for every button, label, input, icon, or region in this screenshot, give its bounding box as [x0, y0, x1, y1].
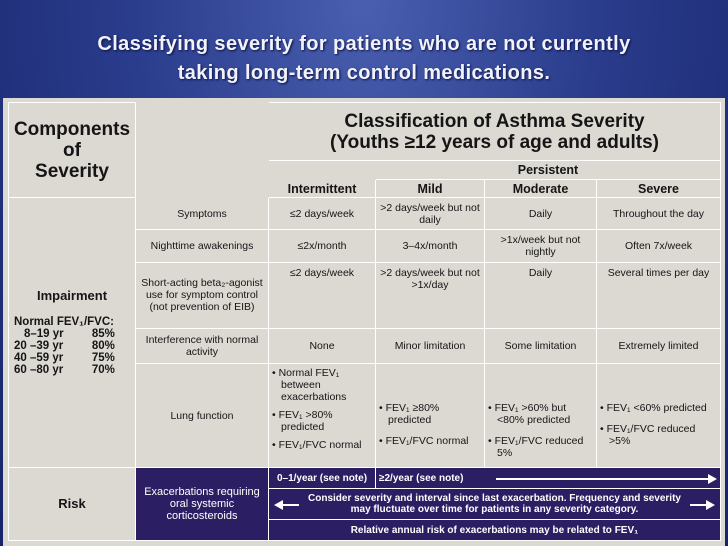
- severity-table-panel: [3, 98, 725, 546]
- fev-age: 40 –59 yr: [14, 351, 64, 364]
- lung-intermittent: [269, 364, 376, 468]
- cell-value: ≤2x/month: [269, 229, 376, 262]
- intermittent-spacer: [269, 161, 376, 180]
- header-severe: Severe: [597, 179, 721, 198]
- lung-item: • FEV₁/FVC reduced >5%: [600, 423, 696, 448]
- cell-value: >1x/week but not nightly: [485, 229, 597, 262]
- lung-item: • FEV₁/FVC normal: [272, 439, 362, 452]
- consider-note: Consider severity and interval since last exacerbation. Frequency and severity may fluctuate over time for patients in any severity category.: [308, 493, 681, 516]
- row-label-interference: Interference with normal activity: [136, 329, 269, 364]
- cell-value: ≤2 days/week: [269, 198, 376, 229]
- impairment-cell: [9, 198, 136, 468]
- header-intermittent: Intermittent: [269, 179, 376, 198]
- right-arrow-icon: [496, 478, 710, 480]
- exacerbations-label: Exacerbations requiring oral systemic corticosteroids: [136, 468, 269, 541]
- fev-age: 20 –39 yr: [14, 339, 64, 352]
- header-mild: Mild: [376, 179, 485, 198]
- lung-item: • FEV₁/FVC reduced 5%: [488, 435, 584, 460]
- components-header: [9, 103, 136, 198]
- normal-fev-title: Normal FEV₁/FVC:: [14, 315, 114, 328]
- fev-age: 60 –80 yr: [14, 363, 64, 376]
- risk-label: Risk: [9, 468, 136, 541]
- classification-title-line-1: Classification of Asthma Severity: [344, 110, 645, 132]
- fev-age: 8–19 yr: [24, 327, 64, 340]
- slide-title-line-2: taking long-term control medications.: [177, 62, 551, 84]
- lung-item: • Normal FEV₁ between exacerbations: [272, 367, 347, 404]
- lung-moderate: [485, 364, 597, 468]
- lung-item: • FEV₁ >60% but <80% predicted: [488, 402, 571, 427]
- lung-severe: [597, 364, 721, 468]
- slide-title: [0, 30, 728, 88]
- row-label-nighttime: Nighttime awakenings: [136, 229, 269, 262]
- cell-value: Some limitation: [485, 329, 597, 364]
- fev-pct: 80%: [91, 339, 115, 352]
- fev-pct: 85%: [91, 327, 115, 340]
- cell-value: Extremely limited: [597, 329, 721, 364]
- relative-risk-note: Relative annual risk of exacerbations may be related to FEV₁: [269, 520, 721, 541]
- lung-mild: [376, 364, 485, 468]
- asthma-severity-table: [8, 102, 721, 541]
- consider-note-cell: [269, 489, 721, 520]
- normal-fev-block: [9, 316, 135, 376]
- persistent-header: Persistent: [376, 161, 721, 180]
- fev-pct: 70%: [91, 363, 115, 376]
- cell-value: 3–4x/month: [376, 229, 485, 262]
- row-label-lung-function: Lung function: [136, 364, 269, 468]
- row-label-saba-use: Short-acting beta₂-agonist use for symptom control (not prevention of EIB): [136, 262, 269, 328]
- classification-title-line-2: (Youths ≥12 years of age and adults): [330, 131, 659, 153]
- lung-item: • FEV₁ ≥80% predicted: [379, 402, 440, 427]
- lung-item: • FEV₁/FVC normal: [379, 435, 469, 448]
- cell-value: Several times per day: [597, 262, 721, 328]
- cell-value: Daily: [485, 198, 597, 229]
- persistent-frequency: ≥2/year (see note): [379, 473, 467, 484]
- fev-pct: 75%: [91, 351, 115, 364]
- cell-value: Often 7x/week: [597, 229, 721, 262]
- right-arrow-head-icon: [708, 474, 717, 484]
- cell-value: >2 days/week but not daily: [376, 198, 485, 229]
- impairment-label: Impairment: [36, 287, 108, 303]
- cell-value: >2 days/week but not >1x/day: [376, 262, 485, 328]
- slide-title-line-1: Classifying severity for patients who are not currently: [97, 33, 631, 55]
- intermittent-frequency: 0–1/year (see note): [269, 468, 376, 489]
- persistent-frequency-cell: [376, 468, 721, 489]
- cell-value: Throughout the day: [597, 198, 721, 229]
- cell-value: Minor limitation: [376, 329, 485, 364]
- cell-value: ≤2 days/week: [269, 262, 376, 328]
- lung-item: • FEV₁ <60% predicted: [600, 402, 707, 415]
- right-arrow-head-icon: [706, 500, 715, 510]
- components-line-1: Components of: [13, 118, 131, 161]
- header-moderate: Moderate: [485, 179, 597, 198]
- classification-title: [269, 103, 721, 161]
- lung-item: • FEV₁ >80% predicted: [272, 409, 333, 434]
- components-line-2: Severity: [35, 160, 109, 182]
- header-spacer: [136, 103, 269, 198]
- cell-value: None: [269, 329, 376, 364]
- row-label-symptoms: Symptoms: [136, 198, 269, 229]
- cell-value: Daily: [485, 262, 597, 328]
- left-arrow-icon: [281, 504, 299, 506]
